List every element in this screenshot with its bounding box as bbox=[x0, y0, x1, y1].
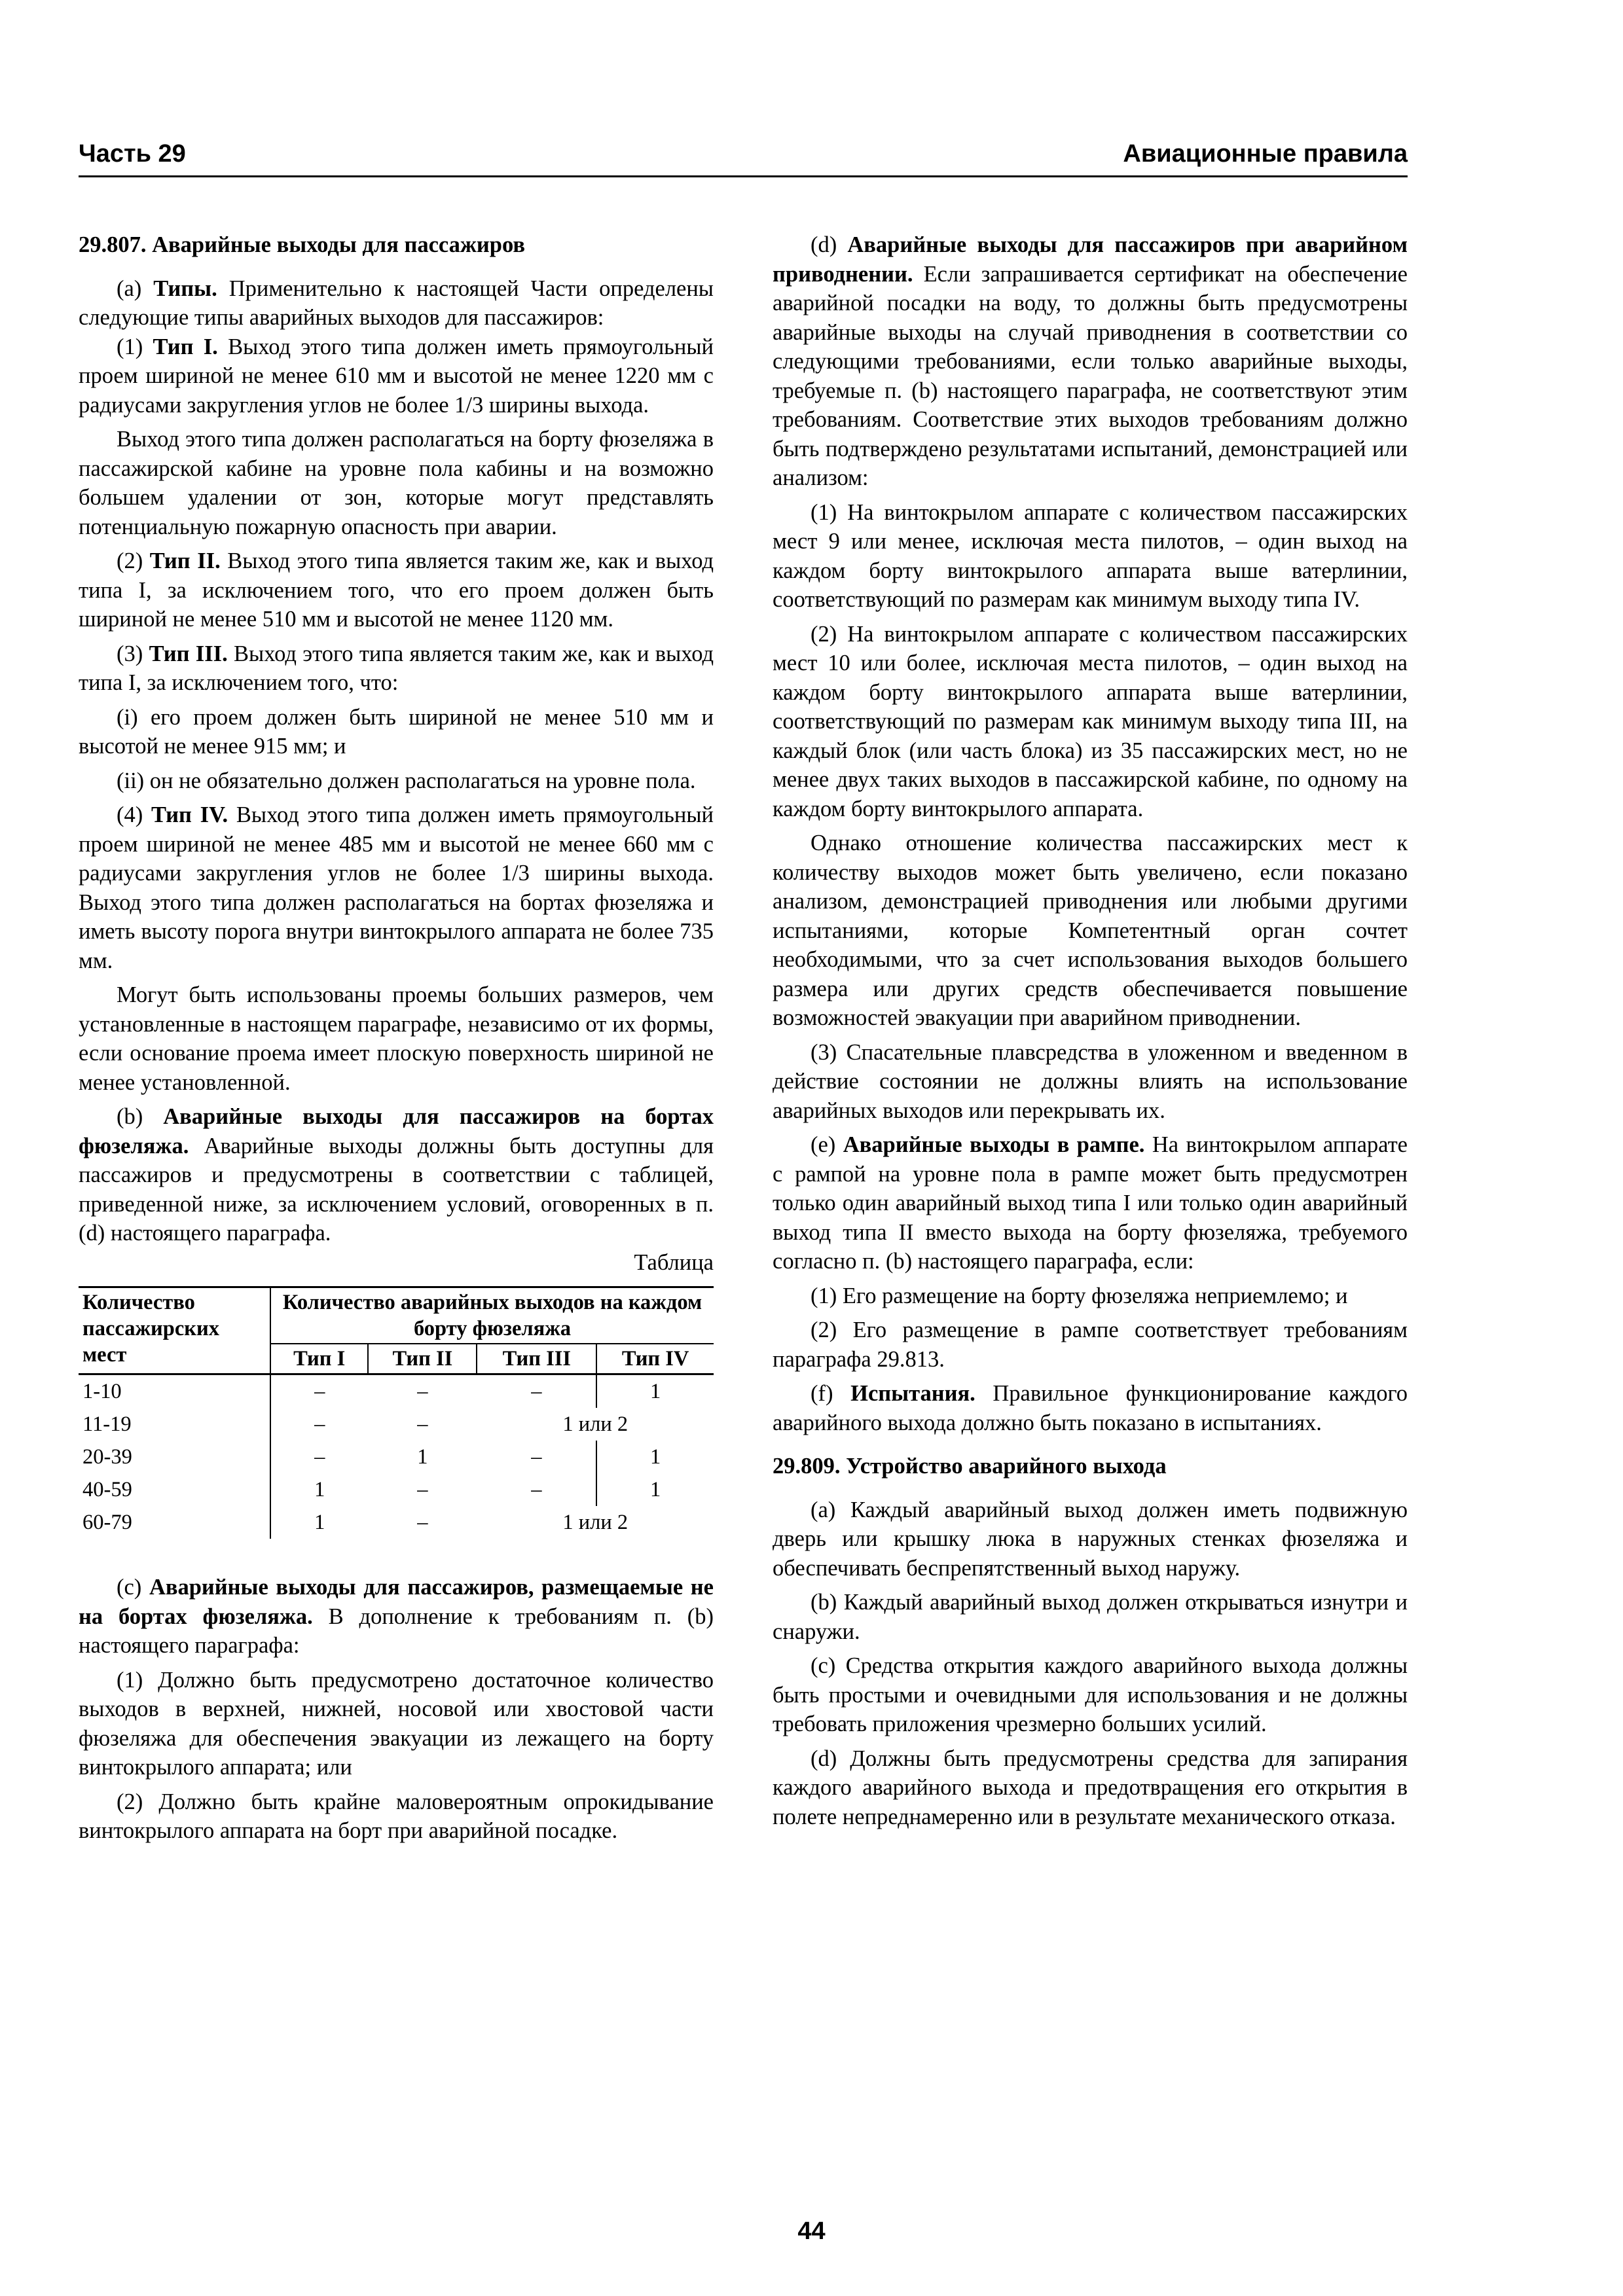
para-807-d: (d) Аварийные выходы для пассажиров при аварийном приводнении. Если запрашивается сертификат на обеспечение аварийной посадки на воду, то должны быть предусмотрены аварийные выходы на случай приводнения в соответствии со следующими требованиями, если только аварийные выходы, требуемые п. (b) настоящего параграфа, не соответствуют этим требованиям. Соответствие этих выходов требованиям должно быть подтверждено результатами испытаний, демонстрацией или анализом: bbox=[773, 232, 1408, 490]
table-cell: – bbox=[417, 1380, 428, 1403]
para-807-b: (b) Аварийные выходы для пассажиров на бортах фюзеляжа. Аварийные выходы должны быть доступны для пассажиров и предусмотрены в соответствии с таблицей, приведенной ниже, за исключением условий, оговоренных в п. (d) настоящего параграфа. bbox=[79, 1104, 714, 1246]
para-807-d2: (2) На винтокрылом аппарате с количеством пассажирских мест 10 или более, исключая места пилотов, – один выход на каждом борту винтокрылого аппарата выше ватерлинии, соответствующий по размерам как минимум выходу типа III, на каждый блок (или часть блока) из 35 пассажирских мест, но не менее двух таких выходов в пассажирской кабине, по одному на каждом борту винтокрылого аппарата. bbox=[773, 621, 1408, 821]
table-cell: 1 bbox=[417, 1445, 428, 1469]
para-809-c: (c) Средства открытия каждого аварийного выхода должны быть простыми и очевидными для использования и не должны требовать приложения чрезмерно больших усилий. bbox=[773, 1653, 1408, 1736]
para-809-b: (b) Каждый аварийный выход должен открываться изнутри и снаружи. bbox=[773, 1590, 1408, 1644]
table-cell: 20-39 bbox=[79, 1441, 270, 1473]
section-809-title: 29.809. Устройство аварийного выхода bbox=[773, 1454, 1167, 1479]
para-807-c: (c) Аварийные выходы для пассажиров, размещаемые не на бортах фюзеляжа. В дополнение к требованиям п. (b) настоящего параграфа: bbox=[79, 1575, 714, 1658]
para-807-larger-openings: Могут быть использованы проемы больших размеров, чем установленные в настоящем параграфе, независимо от их формы, если основание проема имеет плоскую поверхность шириной не менее установленной. bbox=[79, 982, 714, 1095]
table-cell: 1 bbox=[650, 1445, 661, 1469]
para-807-a4: (4) Тип IV. Выход этого типа должен иметь прямоугольный проем шириной не менее 485 мм и высотой не менее 660 мм с радиусами закругления углов не более 1/3 ширины выхода. Выход этого типа должен располагаться на бортах фюзеляжа и иметь высоту порога внутри винтокрылого аппарата не более 735 мм. bbox=[79, 802, 714, 973]
para-807-e1: (1) Его размещение на борту фюзеляжа неприемлемо; и bbox=[811, 1283, 1348, 1308]
table-header-type-1: Тип I bbox=[270, 1344, 368, 1374]
para-809-a: (a) Каждый аварийный выход должен иметь подвижную дверь или крышку люка в наружных стенках фюзеляжа и обеспечивать беспрепятственный выход наружу. bbox=[773, 1497, 1408, 1581]
left-column bbox=[79, 230, 714, 1846]
table-cell: 1 bbox=[314, 1478, 325, 1501]
para-807-a3-ii: (ii) он не обязательно должен располагаться на уровне пола. bbox=[117, 768, 696, 793]
para-807-d2-ratio: Однако отношение количества пассажирских мест к количеству выходов может быть увеличено, если показано анализом, демонстрацией приводнения или любыми другими испытаниями, которые Компетентный орган сочтет необходимыми, что за счет использования выходов большего размера или других средств обеспечивается повышение возможностей эвакуации при аварийном приводнении. bbox=[773, 831, 1408, 1030]
table-row bbox=[79, 1473, 714, 1506]
para-807-c1: (1) Должно быть предусмотрено достаточное количество выходов в верхней, нижней, носовой или хвостовой части фюзеляжа для обеспечения эвакуации из лежащего на борту винтокрылого аппарата; или bbox=[79, 1667, 714, 1780]
para-809-d: (d) Должны быть предусмотрены средства для запирания каждого аварийного выхода и предотвращения его открытия в полете непреднамеренно или в результате механического отказа. bbox=[773, 1746, 1408, 1829]
table-row bbox=[79, 1408, 714, 1441]
table-cell: 1 bbox=[650, 1380, 661, 1403]
para-807-a1-location: Выход этого типа должен располагаться на борту фюзеляжа в пассажирской кабине на уровне пола кабины и на возможно большем удалении от зон, которые могут представлять потенциальную пожарную опасность при аварии. bbox=[79, 427, 714, 539]
para-807-f: (f) Испытания. Правильное функционирование каждого аварийного выхода должно быть показано в испытаниях. bbox=[773, 1381, 1408, 1435]
table-caption: Таблица bbox=[634, 1249, 714, 1275]
para-807-a3: (3) Тип III. Выход этого типа является таким же, как и выход типа I, за исключением того, что: bbox=[79, 641, 714, 695]
para-807-e2: (2) Его размещение в рампе соответствует требованиям параграфа 29.813. bbox=[773, 1318, 1408, 1372]
para-807-d1: (1) На винтокрылом аппарате с количеством пассажирских мест 9 или менее, исключая места пилотов, – один выход на каждом борту винтокрылого аппарата выше ватерлинии, соответствующий по размерам как минимум выходу типа IV. bbox=[773, 499, 1408, 612]
table-cell: 40-59 bbox=[79, 1473, 270, 1506]
table-cell: – bbox=[477, 1374, 596, 1408]
table-header-type-2: Тип II bbox=[368, 1344, 477, 1374]
table-cell: – bbox=[417, 1412, 428, 1436]
table-cell: – bbox=[477, 1473, 596, 1506]
table-cell: 11-19 bbox=[79, 1408, 270, 1441]
running-header bbox=[79, 139, 1408, 177]
para-807-c2: (2) Должно быть крайне маловероятным опрокидывание винтокрылого аппарата на борт при аварийной посадке. bbox=[79, 1789, 714, 1843]
table-header-exits: Количество аварийных выходов на каждом борту фюзеляжа bbox=[270, 1287, 714, 1344]
right-column bbox=[773, 230, 1408, 1831]
para-807-d3: (3) Спасательные плавсредства в уложенном и введенном в действие состоянии не должны влиять на использование аварийных выходов или перекрывать их. bbox=[773, 1039, 1408, 1123]
table-cell: – bbox=[477, 1441, 596, 1473]
table-cell: – bbox=[314, 1445, 325, 1469]
table-cell: 1 bbox=[314, 1511, 325, 1534]
table-header-type-3: Тип III bbox=[477, 1344, 596, 1374]
section-807-title: 29.807. Аварийные выходы для пассажиров bbox=[79, 232, 526, 257]
para-807-a1: (1) Тип I. Выход этого типа должен иметь прямоугольный проем шириной не менее 610 мм и высотой не менее 1220 мм с радиусами закругления углов не более 1/3 ширины выхода. bbox=[79, 334, 714, 418]
table-row bbox=[79, 1506, 714, 1539]
exits-table bbox=[79, 1286, 714, 1539]
para-807-a3-i: (i) его проем должен быть шириной не менее 510 мм и высотой не менее 915 мм; и bbox=[79, 704, 714, 759]
table-cell: 60-79 bbox=[79, 1506, 270, 1539]
table-header-type-4: Тип IV bbox=[596, 1344, 714, 1374]
table-header-seats: Количество пассажирских мест bbox=[79, 1287, 270, 1374]
table-cell: 1 или 2 bbox=[562, 1511, 629, 1534]
table-cell: 1 или 2 bbox=[562, 1412, 629, 1436]
table-cell: – bbox=[314, 1412, 325, 1436]
table-row bbox=[79, 1441, 714, 1473]
header-part: Часть 29 bbox=[79, 140, 186, 168]
page-number: 44 bbox=[797, 2217, 826, 2245]
para-807-a2: (2) Тип II. Выход этого типа является таким же, как и выход типа I, за исключением того, что его проем должен быть шириной не менее 510 мм и высотой не менее 1120 мм. bbox=[79, 548, 714, 632]
table-cell: 1-10 bbox=[79, 1374, 270, 1408]
table-cell: – bbox=[314, 1380, 325, 1403]
table-row bbox=[79, 1374, 714, 1408]
para-807-a: (a) Типы. Применительно к настоящей Части определены следующие типы аварийных выходов для пассажиров: bbox=[79, 276, 714, 330]
table-cell: – bbox=[417, 1478, 428, 1501]
para-807-e: (e) Аварийные выходы в рампе. На винтокрылом аппарате с рампой на уровне пола в рампе может быть предусмотрен только один аварийный выход типа I или только один аварийный выход типа II вместо выхода на борту фюзеляжа, требуемого согласно п. (b) настоящего параграфа, если: bbox=[773, 1132, 1408, 1274]
table-cell: – bbox=[417, 1511, 428, 1534]
header-title: Авиационные правила bbox=[1123, 140, 1408, 168]
table-cell: 1 bbox=[650, 1478, 661, 1501]
